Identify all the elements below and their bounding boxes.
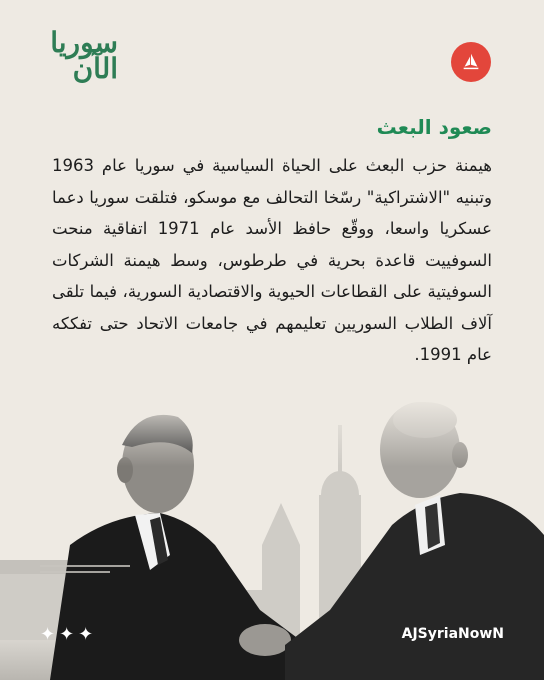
article-body: هيمنة حزب البعث على الحياة السياسية في سوريا عام 1963 وتبنيه "الاشتراكية" رسّخا التحالف مع موسكو، فتلقت سوريا دعما عسكريا واسعا، ووقّع حافظ الأسد عام 1971 اتفاقية منحت السوفييت قاعدة بحرية في طرطوس، وسط هيمنة الشركات السوفيتية على القطاعات الحيوية والاقتصادية السورية، فيما تلقى آلاف الطلاب السوريين تعليمهم في جامعات الاتحاد حتى تفككه عام 1991. (52, 156, 492, 364)
channel-badge (451, 42, 491, 82)
logo-line-1: سوريا (50, 26, 118, 59)
brand-logo (40, 26, 118, 86)
article-title: صعود البعث (376, 115, 492, 139)
sail-icon (460, 51, 482, 73)
channel-handle: AJSyriaNowN (401, 626, 504, 642)
sparkle-icon: ✦✦✦ (40, 624, 98, 645)
logo-line-2: الآن (72, 52, 118, 85)
